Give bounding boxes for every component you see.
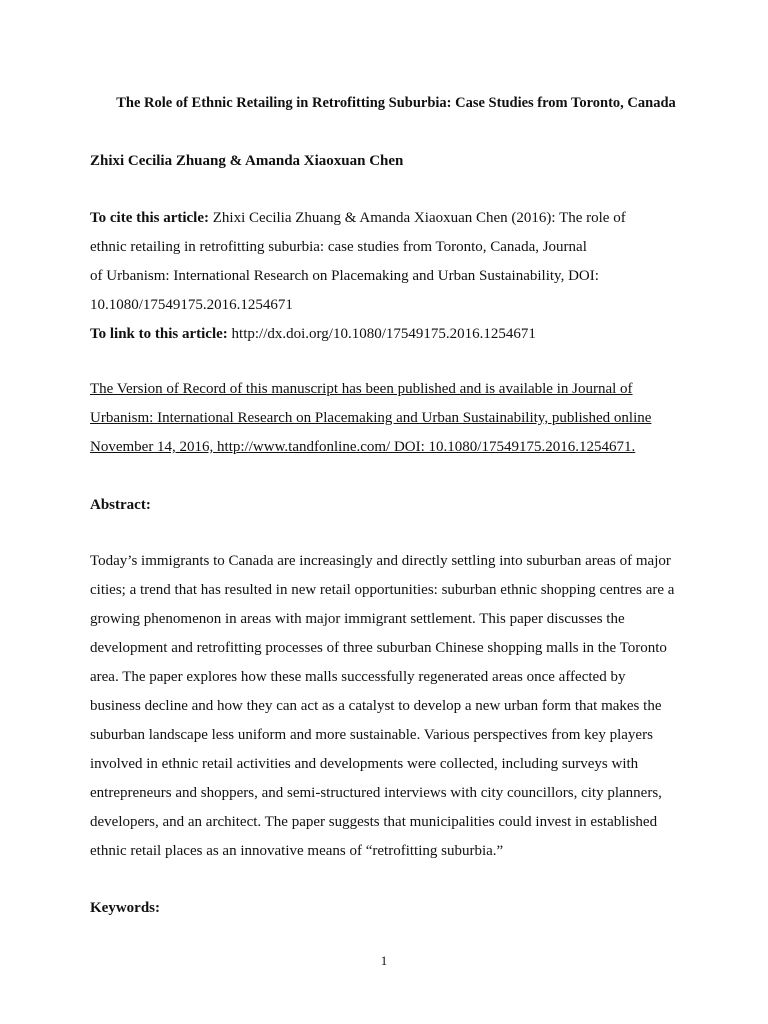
citation-line: 10.1080/17549175.2016.1254671: [90, 297, 293, 313]
abstract-line: ethnic retail places as an innovative means of “retrofitting suburbia.”: [90, 843, 504, 859]
version-of-record-note: [90, 375, 690, 462]
article-link-url[interactable]: http://dx.doi.org/10.1080/17549175.2016.1254671: [227, 326, 536, 342]
abstract-line: development and retrofitting processes of three suburban Chinese shopping malls in the Toronto: [90, 640, 667, 656]
article-link-line: [90, 320, 690, 349]
record-line: Urbanism: International Research on Placemaking and Urban Sustainability, published online: [90, 410, 652, 426]
abstract-line: area. The paper explores how these malls successfully regenerated areas once affected by: [90, 669, 626, 685]
abstract-line: developers, and an architect. The paper suggests that municipalities could invest in established: [90, 814, 658, 830]
abstract-line: business decline and how they can act as a catalyst to develop a new urban form that makes the: [90, 698, 662, 714]
citation-line: of Urbanism: International Research on Placemaking and Urban Sustainability, DOI:: [90, 268, 599, 284]
citation-block: [90, 204, 690, 349]
record-line: The Version of Record of this manuscript has been published and is available in Journal of: [90, 381, 633, 397]
keywords-heading: Keywords:: [90, 900, 160, 916]
abstract-body: [90, 547, 690, 866]
citation-line: ethnic retailing in retrofitting suburbia: case studies from Toronto, Canada, Journal: [90, 239, 587, 255]
citation-label: To cite this article:: [90, 210, 209, 226]
record-line[interactable]: November 14, 2016, http://www.tandfonline.com/ DOI: 10.1080/17549175.2016.1254671.: [90, 439, 636, 455]
abstract-line: growing phenomenon in areas with major immigrant settlement. This paper discusses the: [90, 611, 625, 627]
abstract-line: involved in ethnic retail activities and developments were collected, including surveys with: [90, 756, 639, 772]
abstract-line: entrepreneurs and shoppers, and semi-structured interviews with city councillors, city planners,: [90, 785, 662, 801]
abstract-line: Today’s immigrants to Canada are increasingly and directly settling into suburban areas of major: [90, 553, 671, 569]
abstract-line: cities; a trend that has resulted in new retail opportunities: suburban ethnic shopping centres are a: [90, 582, 675, 598]
paper-title: The Role of Ethnic Retailing in Retrofitting Suburbia: Case Studies from Toronto, Canada: [116, 95, 676, 111]
article-link-label: To link to this article:: [90, 326, 228, 342]
abstract-heading: Abstract:: [90, 497, 151, 513]
page-number: 1: [380, 953, 388, 968]
citation-text: Zhixi Cecilia Zhuang & Amanda Xiaoxuan Chen (2016): The role of: [209, 210, 626, 226]
abstract-line: suburban landscape less uniform and more sustainable. Various perspectives from key players: [90, 727, 653, 743]
citation-line: [90, 204, 690, 233]
paper-authors: Zhixi Cecilia Zhuang & Amanda Xiaoxuan Chen: [90, 153, 404, 169]
